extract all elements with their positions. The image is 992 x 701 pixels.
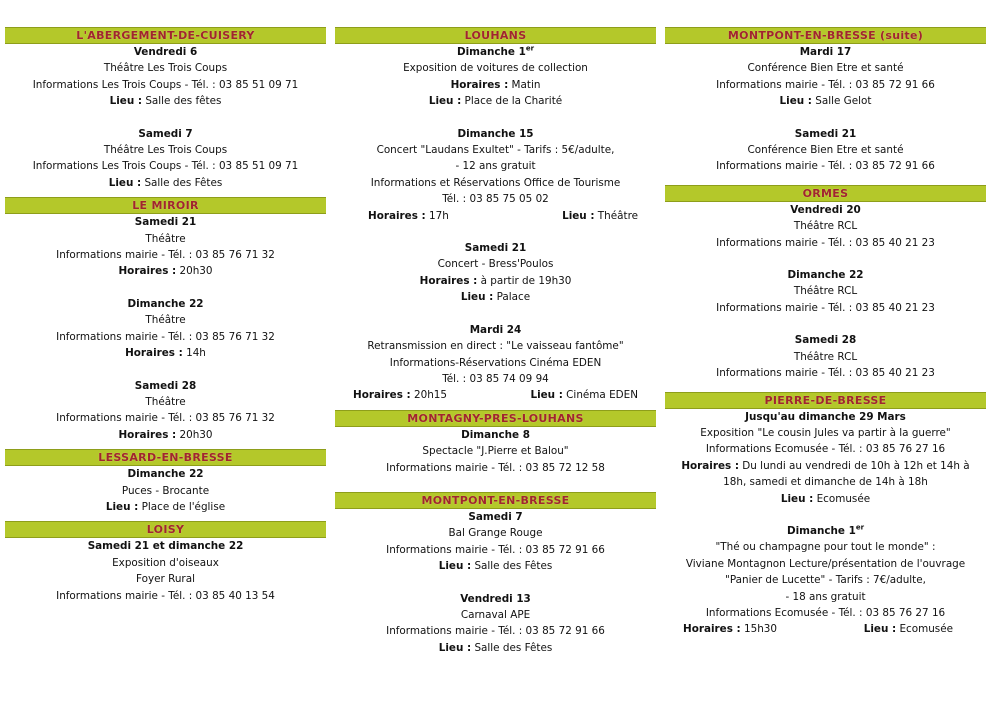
lieu-value: Ecomusée [816,492,871,505]
event-info: Informations mairie - Tél. : 03 85 72 91 66 [716,160,935,173]
event-desc: Concert - Bress'Poulos [437,258,554,271]
horaires-value: 14h [186,347,206,360]
event-montpont-1 [335,509,656,575]
event-desc: Théâtre [145,395,186,408]
event-info: Informations mairie - Tél. : 03 85 40 21 23 [716,301,935,314]
event-desc: Théâtre Les Trois Coups [103,62,228,75]
event-desc: Spectacle "J.Pierre et Balou" [422,445,569,458]
event-info: Informations mairie - Tél. : 03 85 72 91 66 [716,78,935,91]
event-ormes-3 [665,332,986,381]
event-desc: Théâtre RCL [793,350,858,363]
horaires-label: Horaires : [681,459,739,472]
column-1 [5,27,326,604]
event-date: Dimanche 1er [786,523,865,537]
event-louhans-3 [335,240,656,306]
column-2 [335,27,656,656]
event-montpont-suite-1 [665,44,986,110]
event-date: Vendredi 6 [133,46,198,58]
event-date: Samedi 21 [134,216,197,229]
lieu-value: Salle des Fêtes [474,560,553,573]
event-info: Informations-Réservations Cinéma EDEN [389,356,602,369]
event-desc: Carnaval APE [460,608,531,621]
event-date: Samedi 7 [468,510,523,523]
event-date: Samedi 21 [464,242,527,255]
event-date: Dimanche 15 [457,127,534,140]
section-header-loisy: LOISY [5,521,326,538]
horaires-value: 15h30 [743,623,778,636]
event-montagny-1 [335,427,656,476]
event-info: Informations mairie - Tél. : 03 85 76 71 32 [56,330,275,343]
event-desc: "Thé ou champagne pour tout le monde" : [715,541,936,554]
event-desc: Puces - Brocante [121,484,210,497]
event-desc-3: "Panier de Lucette" - Tarifs : 7€/adulte, [725,574,926,587]
event-pierre-2 [665,523,986,638]
section-header-pierre: PIERRE-DE-BRESSE [665,392,986,409]
event-desc: Bal Grange Rouge [448,527,543,540]
lieu-value: Salle des Fêtes [144,176,223,189]
event-date: Dimanche 22 [127,468,204,481]
event-phone: Tél. : 03 85 74 09 94 [442,372,549,385]
event-date: Vendredi 20 [790,203,861,216]
event-desc: Exposition "Le cousin Jules va partir à la guerre" [700,426,951,439]
event-miroir-2 [5,296,326,362]
lieu-value: Cinéma EDEN [566,389,638,402]
horaires-label: Horaires : [368,209,426,222]
event-date: Samedi 21 [794,127,857,140]
event-date: Samedi 28 [794,334,857,347]
event-loisy-1 [5,538,326,604]
horaires-label: Horaires : [118,265,177,278]
horaires-label: Horaires : [450,78,509,91]
lieu-value: Salle Gelot [815,95,872,108]
event-desc: Théâtre RCL [793,220,858,233]
lieu-label: Lieu : [438,641,472,654]
event-date: Samedi 28 [134,379,197,392]
section-header-abergement: L'ABERGEMENT-DE-CUISERY [5,27,326,44]
event-desc-2: Viviane Montagnon Lecture/présentation de l'ouvrage [685,557,966,570]
horaires-label: Horaires : [125,347,183,360]
lieu-label: Lieu : [779,95,812,108]
lieu-value: Place de l'église [141,500,226,513]
event-info: Informations mairie - Tél. : 03 85 72 91 66 [386,625,605,638]
horaires-value: 20h15 [413,389,448,402]
event-louhans-2 [335,126,656,224]
event-date: Dimanche 1er [456,44,535,58]
lieu-label: Lieu : [428,95,462,108]
event-desc: Théâtre Les Trois Coups [103,144,228,157]
horaires-value: Matin [511,78,541,91]
event-desc: Conférence Bien Etre et santé [747,144,904,157]
event-abergement-1 [5,44,326,110]
event-info: Informations mairie - Tél. : 03 85 40 21 23 [716,367,935,380]
event-montpont-2 [335,591,656,657]
lieu-value: Place de la Charité [464,95,563,108]
section-header-montpont: MONTPONT-EN-BRESSE [335,492,656,509]
horaires-value: 17h [428,209,449,222]
event-desc: Théâtre [145,314,186,327]
event-lessard-1 [5,466,326,515]
event-miroir-3 [5,378,326,444]
event-info: Informations Les Trois Coups - Tél. : 03 85 51 09 71 [32,78,299,91]
horaires-label: Horaires : [419,274,478,287]
event-date: Dimanche 8 [461,428,530,441]
event-pierre-1 [665,409,986,507]
event-miroir-1 [5,214,326,280]
lieu-label: Lieu : [438,560,472,573]
event-date: Mardi 17 [799,46,852,58]
lieu-label: Lieu : [530,389,563,402]
event-desc: Théâtre RCL [793,285,858,298]
section-header-ormes: ORMES [665,185,986,202]
lieu-value: Ecomusée [899,623,953,636]
lieu-value: Palace [496,291,531,304]
section-header-montagny: MONTAGNY-PRES-LOUHANS [335,410,656,427]
horaires-label: Horaires : [353,389,411,402]
event-ormes-2 [665,267,986,316]
event-info: Informations et Réservations Office de Tourisme [370,176,621,189]
event-desc: Exposition d'oiseaux [112,556,219,569]
horaires-value: Du lundi au vendredi de 10h à 12h et 14h à [742,459,970,472]
event-info: Informations mairie - Tél. : 03 85 72 91 66 [386,543,605,556]
lieu-label: Lieu : [863,623,897,636]
horaires-value: 20h30 [179,428,213,441]
lieu-value: Salle des fêtes [145,95,222,108]
event-desc: Conférence Bien Etre et santé [747,62,904,75]
section-header-miroir: LE MIROIR [5,197,326,214]
event-desc: Exposition de voitures de collection [403,62,588,75]
lieu-value: Théâtre [597,209,638,222]
event-phone: Tél. : 03 85 75 05 02 [442,193,549,206]
event-date: Jusqu'au dimanche 29 Mars [745,410,906,423]
event-desc-4: - 18 ans gratuit [785,590,866,603]
event-louhans-4 [335,322,656,404]
event-desc: Théâtre [145,232,186,245]
lieu-label: Lieu : [109,95,142,108]
horaires-label: Horaires : [683,623,741,636]
horaires-label: Horaires : [118,428,177,441]
event-date: Mardi 24 [469,323,522,336]
lieu-label: Lieu : [108,176,142,189]
event-abergement-2 [5,126,326,192]
event-date: Dimanche 22 [127,297,204,310]
section-header-lessard: LESSARD-EN-BRESSE [5,449,326,466]
section-header-louhans: LOUHANS [335,27,656,44]
event-louhans-1 [335,44,656,110]
event-info: Informations mairie - Tél. : 03 85 40 13 54 [56,589,275,602]
lieu-value: Salle des Fêtes [474,641,553,654]
event-montpont-suite-2 [665,126,986,175]
event-desc: Concert "Laudans Exultet" - Tarifs : 5€/adulte, [376,144,615,157]
event-date: Vendredi 13 [460,592,531,605]
event-info: Informations Ecomusée - Tél. : 03 85 76 27 16 [705,443,946,456]
event-date: Samedi 7 [138,127,193,140]
event-info: Informations Ecomusée - Tél. : 03 85 76 27 16 [705,606,946,619]
horaires-value: à partir de 19h30 [480,274,572,287]
event-date: Dimanche 22 [787,269,864,282]
horaires-value-2: 18h, samedi et dimanche de 14h à 18h [723,476,928,489]
event-info: Informations mairie - Tél. : 03 85 72 12 58 [386,461,605,474]
section-header-montpont-suite: MONTPONT-EN-BRESSE (suite) [665,27,986,44]
event-date: Samedi 21 et dimanche 22 [87,540,244,553]
event-info: Informations Les Trois Coups - Tél. : 03 85 51 09 71 [32,160,299,173]
event-venue: Foyer Rural [136,573,195,586]
lieu-label: Lieu : [460,291,494,304]
event-info: Informations mairie - Tél. : 03 85 76 71 32 [56,412,275,425]
event-info: Informations mairie - Tél. : 03 85 40 21 23 [716,236,935,249]
lieu-label: Lieu : [562,209,595,222]
lieu-label: Lieu : [780,492,814,505]
horaires-value: 20h30 [179,265,213,278]
event-info: Informations mairie - Tél. : 03 85 76 71 32 [56,249,275,262]
event-ormes-1 [665,202,986,251]
event-desc: Retransmission en direct : "Le vaisseau fantôme" [367,340,624,353]
event-desc-2: - 12 ans gratuit [455,160,536,173]
column-3 [665,27,986,638]
lieu-label: Lieu : [105,500,139,513]
